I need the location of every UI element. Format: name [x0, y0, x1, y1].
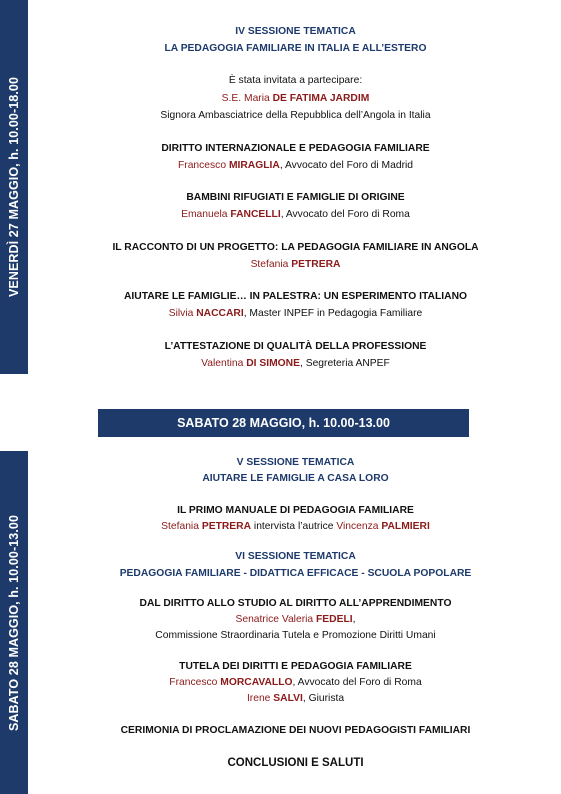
speaker-last: FEDELI — [316, 614, 353, 625]
session6-talk2-speaker — [30, 676, 561, 690]
speaker-first: Francesco — [169, 677, 218, 688]
speaker-role: , Master INPEF in Pedagogia Familiare — [243, 308, 423, 319]
speaker-2 — [30, 208, 561, 222]
speaker-first: Emanuela — [181, 209, 228, 220]
interview-text: intervista l’autrice — [253, 521, 334, 532]
speaker-role: , Avvocato del Foro di Roma — [280, 209, 410, 220]
talk-title-4: AIUTARE LE FAMIGLIE… IN PALESTRA: UN ESPERIMENTO ITALIANO — [123, 291, 468, 302]
session6-talk1-role: Commissione Straordinaria Tutela e Promozione Diritti Umani — [155, 630, 436, 641]
guest-last: DE FATIMA JARDIM — [272, 93, 370, 104]
talk-title-5: L’ATTESTAZIONE DI QUALITÀ DELLA PROFESSIONE — [164, 341, 427, 352]
speaker-last: FANCELLI — [230, 209, 281, 220]
speaker-3 — [30, 258, 561, 272]
friday-date-label: VENERDÌ 27 MAGGIO, h. 10.00-18.00 — [7, 76, 21, 298]
closing-title: CONCLUSIONI E SALUTI — [227, 757, 364, 769]
session6-talk2-title: TUTELA DEI DIRITTI E PEDAGOGIA FAMILIARE — [179, 661, 412, 672]
session6-talk1-title: DAL DIRITTO ALLO STUDIO AL DIRITTO ALL’APPRENDIMENTO — [139, 598, 452, 609]
guest-first: S.E. Maria — [221, 93, 270, 104]
speaker-last: NACCARI — [196, 308, 244, 319]
speaker-first: Stefania — [250, 259, 289, 270]
speaker-4 — [30, 307, 561, 321]
speaker-role: , Giurista — [302, 693, 345, 704]
author-first: Vincenza — [336, 521, 379, 532]
session6-heading: VI SESSIONE TEMATICA — [235, 551, 356, 562]
invite-text: È stata invitata a partecipare: — [228, 75, 363, 86]
speaker-last: PETRERA — [291, 259, 341, 270]
session4-heading: IV SESSIONE TEMATICA — [235, 26, 356, 37]
session4-subheading: LA PEDAGOGIA FAMILIARE IN ITALIA E ALL’ESTERO — [164, 43, 427, 54]
speaker-first: Silvia — [168, 308, 194, 319]
speaker-first: Senatrice Valeria — [235, 614, 314, 625]
speaker-first: Irene — [246, 693, 271, 704]
speaker-last: PETRERA — [201, 521, 252, 532]
author-last: PALMIERI — [381, 521, 430, 532]
speaker-1 — [30, 159, 561, 173]
speaker-first: Stefania — [161, 521, 199, 532]
speaker-last: SALVI — [273, 693, 303, 704]
session5-talk-title: IL PRIMO MANUALE DI PEDAGOGIA FAMILIARE — [177, 505, 414, 516]
speaker-last: DI SIMONE — [246, 358, 300, 369]
speaker-last: MIRAGLIA — [228, 160, 280, 171]
saturday-sidebar — [0, 451, 28, 794]
speaker-first: Francesco — [177, 160, 227, 171]
speaker-role: , Avvocato del Foro di Madrid — [279, 160, 414, 171]
talk-title-2: BAMBINI RIFUGIATI E FAMIGLIE DI ORIGINE — [186, 192, 405, 203]
speaker-last: MORCAVALLO — [220, 677, 293, 688]
session5-subheading: AIUTARE LE FAMIGLIE A CASA LORO — [202, 473, 389, 484]
saturday-banner: SABATO 28 MAGGIO, h. 10.00-13.00 — [98, 409, 469, 437]
talk-title-1: DIRITTO INTERNAZIONALE E PEDAGOGIA FAMILIARE — [161, 143, 430, 154]
ceremony-title: CERIMONIA DI PROCLAMAZIONE DEI NUOVI PEDAGOGISTI FAMILIARI — [120, 725, 471, 736]
saturday-date-label: SABATO 28 MAGGIO, h. 10.00-13.00 — [7, 514, 21, 731]
friday-sidebar — [0, 0, 28, 374]
speaker-5 — [30, 357, 561, 371]
speaker-role: , Segreteria ANPEF — [299, 358, 390, 369]
session5-speaker — [30, 520, 561, 534]
talk-title-3: IL RACCONTO DI UN PROGETTO: LA PEDAGOGIA FAMILIARE IN ANGOLA — [112, 242, 479, 253]
speaker-role: , Avvocato del Foro di Roma — [292, 677, 422, 688]
guest-name — [30, 92, 561, 106]
guest-role: Signora Ambasciatrice della Repubblica dell’Angola in Italia — [160, 110, 431, 121]
session6-subheading: PEDAGOGIA FAMILIARE - DIDATTICA EFFICACE - SCUOLA POPOLARE — [119, 568, 472, 579]
session5-heading: V SESSIONE TEMATICA — [236, 457, 355, 468]
speaker-first: Valentina — [201, 358, 244, 369]
session6-talk2b-speaker — [30, 692, 561, 706]
session6-talk1-speaker: Senatrice Valeria FEDELI, — [235, 614, 356, 625]
